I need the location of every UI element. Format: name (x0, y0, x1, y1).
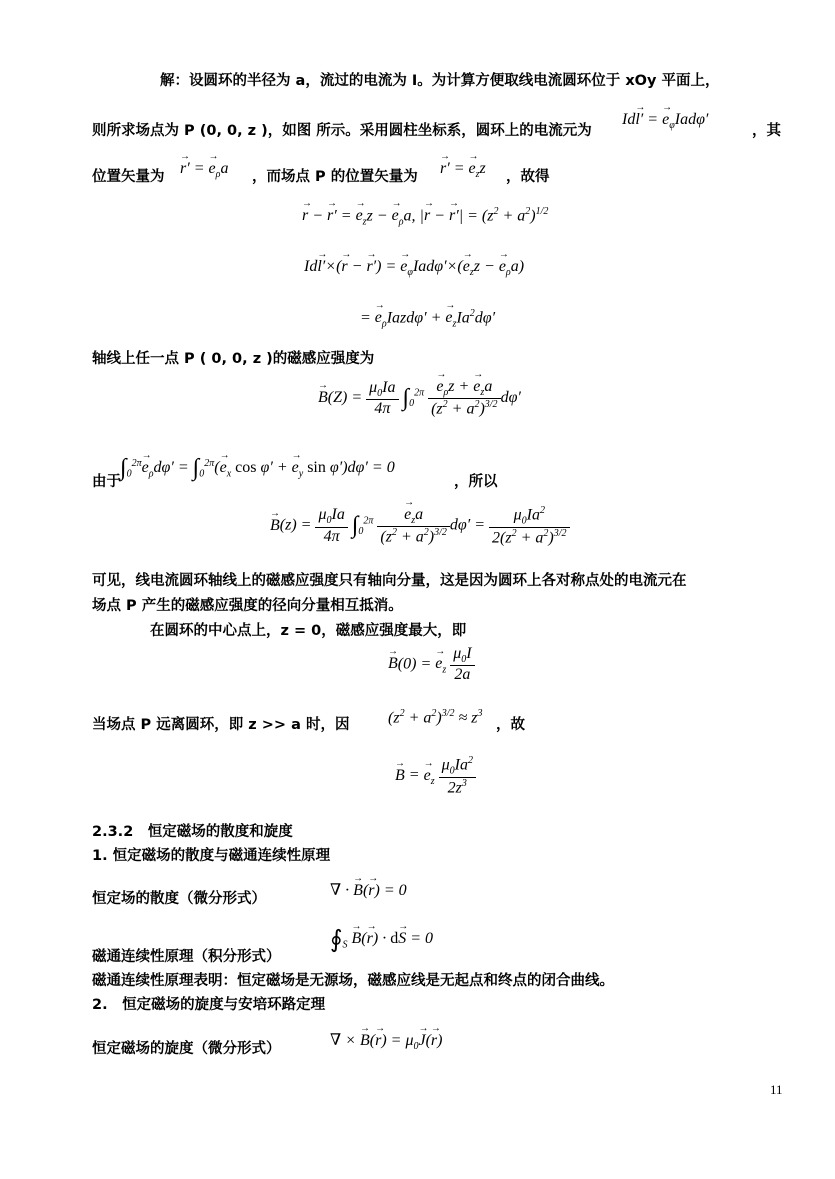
subsection-heading-curl: 2. 恒定磁场的旋度与安培环路定理 (92, 997, 326, 1013)
paragraph-field-point: 则所求场点为 P (0, 0, z )，如图 所示。采用圆柱坐标系，圆环上的电流元为 (92, 123, 592, 139)
paragraph-flux-note: 磁通连续性原理表明：恒定磁场是无源场，磁感应线是无起点和终点的闭合曲线。 (92, 973, 614, 989)
paragraph-far-field-tail: ，故 (496, 717, 525, 733)
equation-far-approximation: $(z^2 + a^2)^{3/2} \approx z^3$ (388, 708, 483, 727)
equation-source-position: → r′ = → $e_\rho a$ (180, 160, 228, 180)
label-flux-continuity: 磁通连续性原理（积分形式） (92, 949, 281, 965)
equation-cross-product: Id→ l′×(→ r − → r′) = → $e_\varphi Iad\varphi'\times(\to e_zz$ − → $e_\rho a$) (304, 258, 524, 278)
paragraph-field-point-tail: ，其 (752, 123, 781, 139)
equation-current-element: Id→ l′ = → $e_\varphi Iad\varphi'$ (622, 111, 708, 131)
equation-divergence: ∇ · → B(→ r) = 0 (330, 880, 407, 900)
page-number: 11 (770, 1082, 783, 1097)
equation-flux-continuity: $∮_S \to B(\to r) \cdot d\to S = 0$ (330, 925, 433, 954)
paragraph-center-point: 在圆环的中心点上，z = 0，磁感应强度最大，即 (150, 623, 467, 639)
equation-axial-field: → B(z) = $\frac{\mu_0Ia}{4\pi}$ $\int_0^{2\pi}$ → $\frac{e_za}{(z^2 + a^2)^{3/2}}$ dφ′ = $\frac{\mu_0Ia^2}{2(z^2 + a^2)^{3/2}}$ (270, 505, 570, 547)
equation-field-position: → r′ = → $e_zz$ (440, 160, 486, 180)
paragraph-position-label: 位置矢量为 (92, 169, 165, 185)
paragraph-therefore: ，故得 (506, 169, 550, 185)
equation-radial-integral-zero: $\int_0^{2\pi}\to e_\rho d\varphi' = \int_0^{2\pi}(\to e_x$ cos φ′ + → $e_y$ sin φ′)dφ′ = 0 (120, 455, 395, 482)
paragraph-conclusion-2: 场点 P 产生的磁感应强度的径向分量相互抵消。 (92, 598, 403, 614)
section-heading: 2.3.2 恒定磁场的散度和旋度 (92, 824, 293, 840)
paragraph-far-field: 当场点 P 远离圆环，即 z >> a 时，因 (92, 717, 350, 733)
label-divergence: 恒定场的散度（微分形式） (92, 891, 266, 907)
equation-curl: ∇ × → $B(\to r) = \mu_0\to J(\to r)$ (330, 1030, 442, 1052)
label-curl: 恒定磁场的旋度（微分形式） (92, 1041, 281, 1057)
equation-far-field: → B = → $e_z$ $\frac{\mu_0Ia^2}{2z^3}$ (395, 755, 476, 797)
paragraph-axis-field: 轴线上任一点 P ( 0, 0, z )的磁感应强度为 (92, 351, 375, 367)
equation-cross-product-result: = → $e_\rho Iazd\varphi'$ + → $e_zIa^2d\varphi'$ (360, 308, 495, 330)
paragraph-field-position-label: ，而场点 P 的位置矢量为 (252, 169, 418, 185)
paragraph-since-label: 由于 (92, 474, 121, 490)
subsection-heading-divergence: 1. 恒定磁场的散度与磁通连续性原理 (92, 848, 331, 864)
paragraph-hence-label: ，所以 (454, 474, 498, 490)
equation-field-integral: → B(Z) = $\frac{\mu_0Ia}{4\pi}$ $\int_0^{2\pi}$ → $\frac{e_\rho z + \to e_za}{(z^2 + a^2)^{3/2}}$ dφ′ (318, 378, 521, 419)
equation-center-field: → B(0) = → $e_z$ $\frac{\mu_0I}{2a}$ (388, 645, 475, 684)
equation-relative-vector: → r − → r′ = → $e_zz$ − → $e_\rho a$, |→ r − → $r'| = (z^2 + a^2)^{1/2}$ (302, 206, 548, 228)
paragraph-solution-intro: 解：设圆环的半径为 a，流过的电流为 I。为计算方便取线电流圆环位于 xOy 平面上， (160, 73, 720, 89)
paragraph-conclusion-1: 可见，线电流圆环轴线上的磁感应强度只有轴向分量，这是因为圆环上各对称点处的电流元在 (92, 573, 687, 589)
